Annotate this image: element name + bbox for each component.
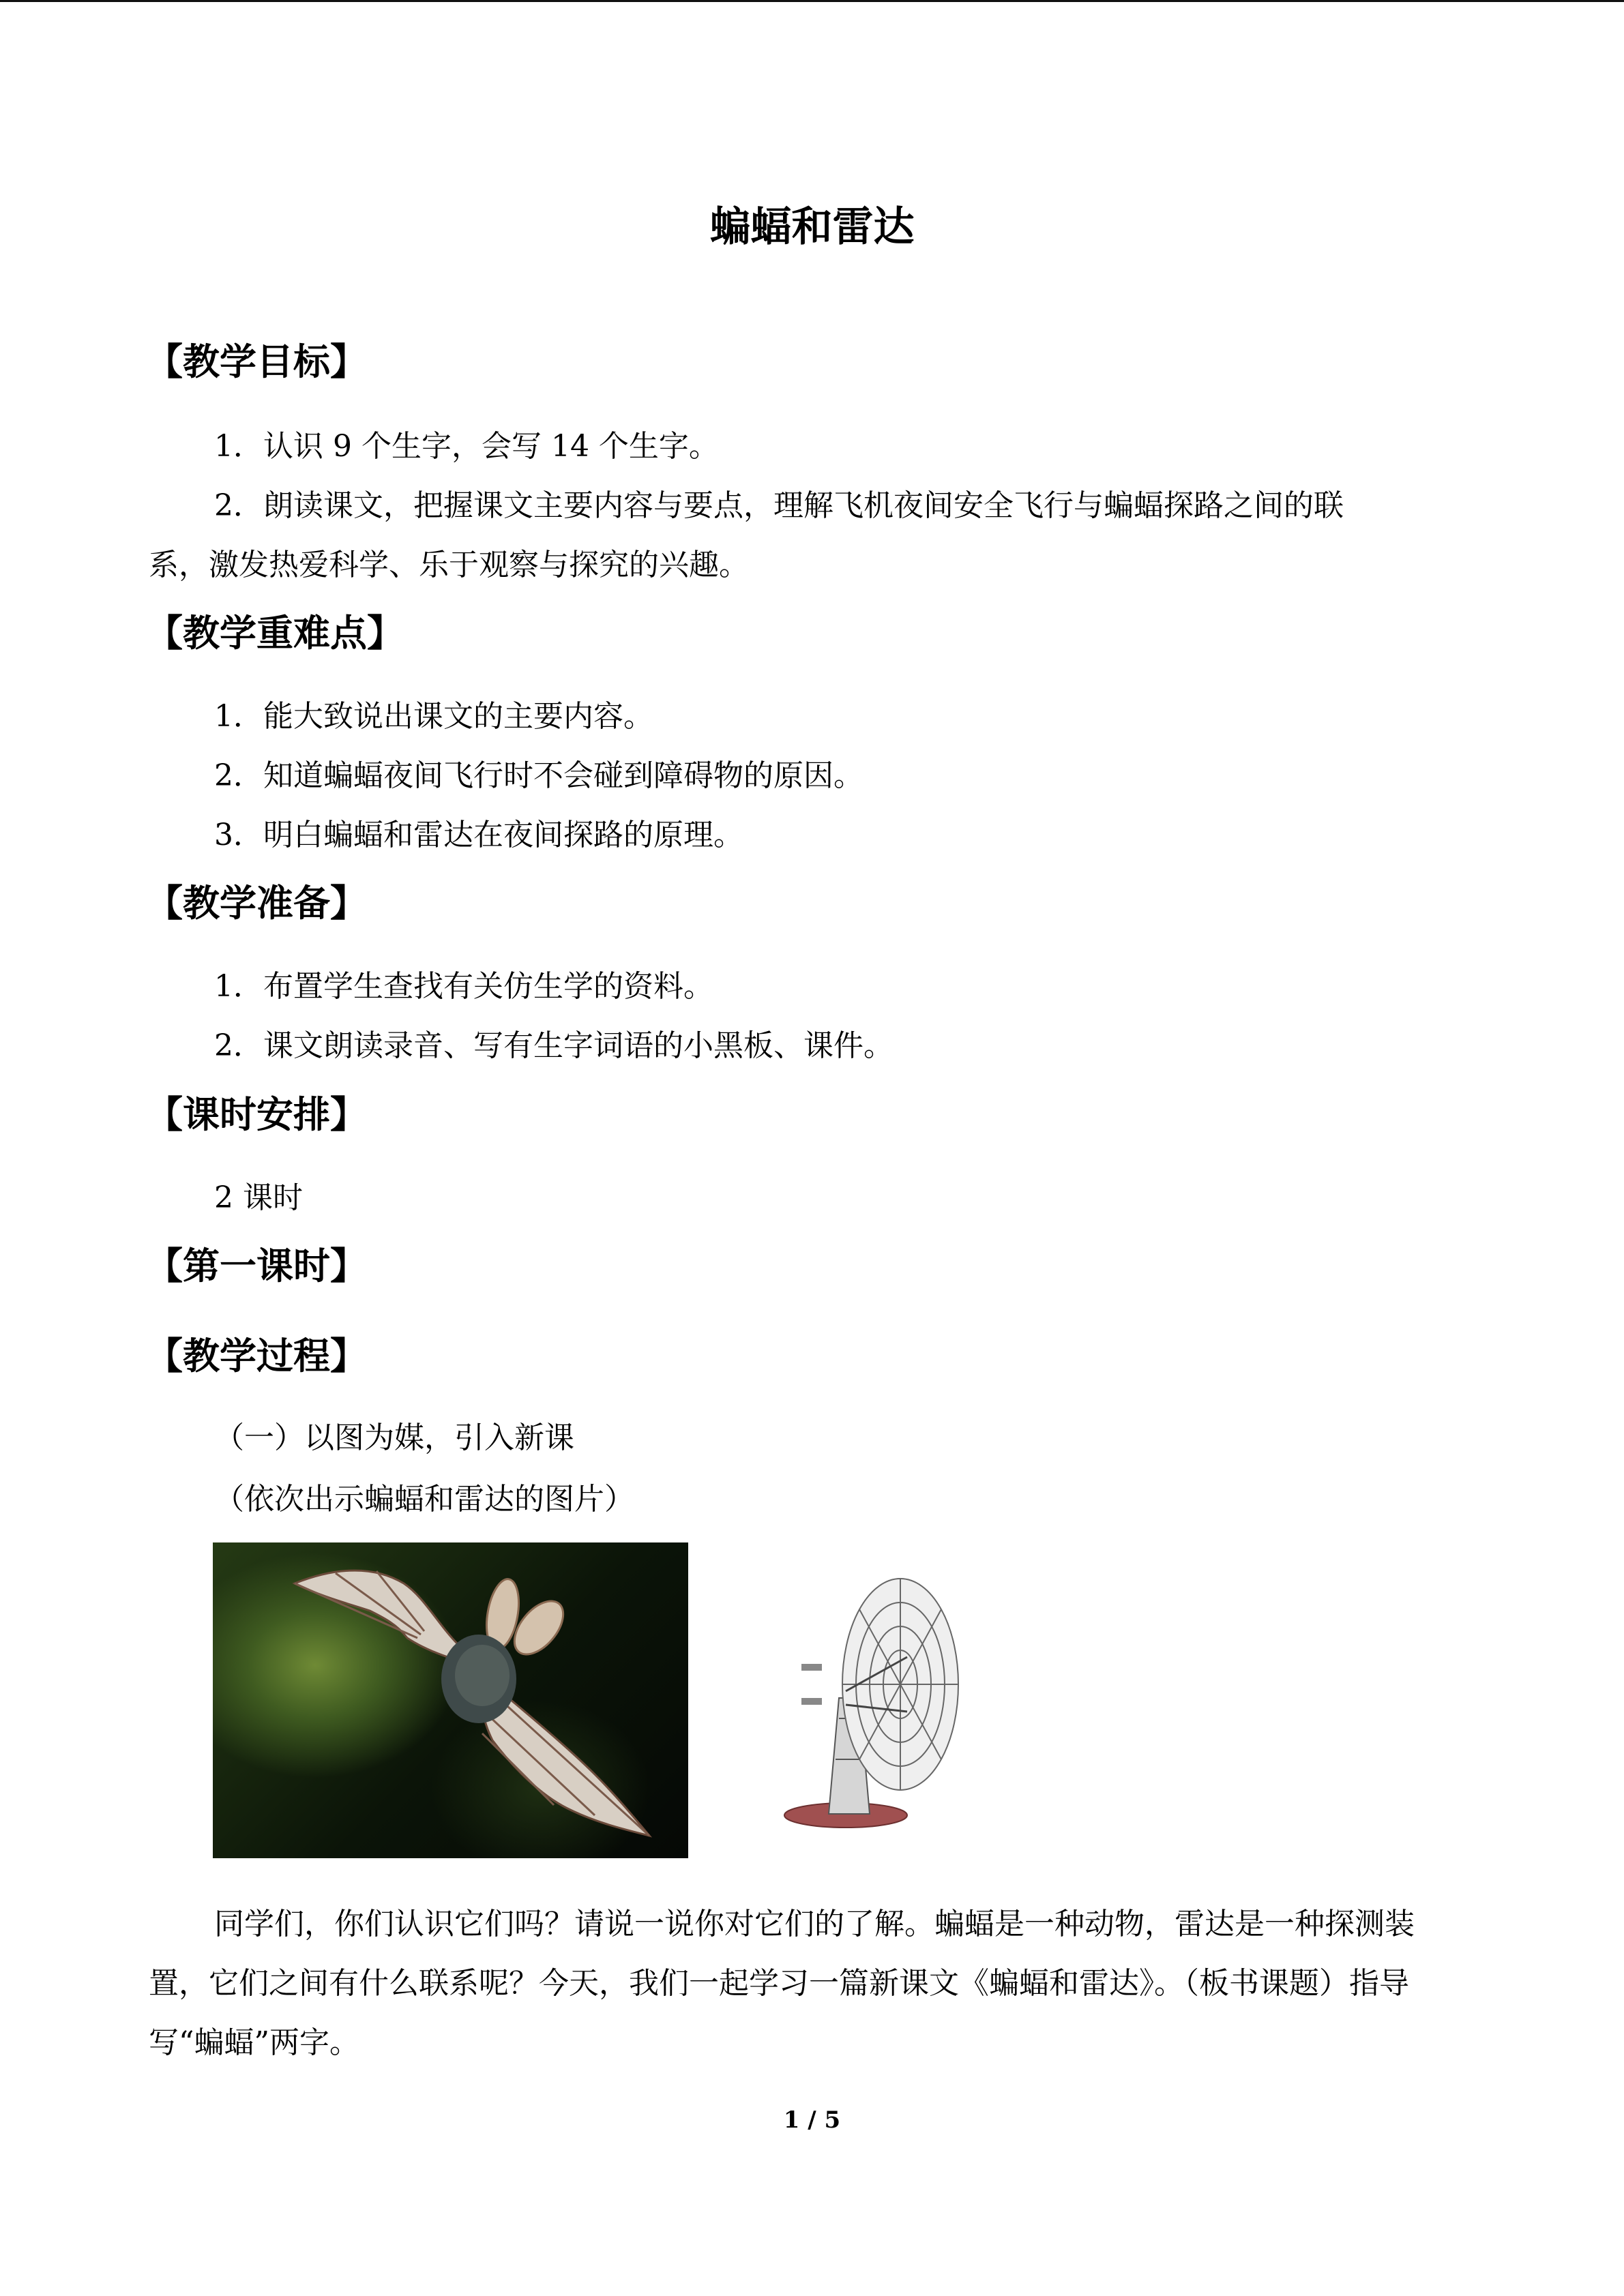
preparation-item-2: 2．课文朗读录音、写有生字词语的小黑板、课件。 — [214, 1028, 894, 1063]
goal-item-2-line-1: 2．朗读课文，把握课文主要内容与要点，理解飞机夜间安全飞行与蝙蝠探路之间的联 — [214, 488, 1344, 523]
process-paragraph-text: 同学们，你们认识它们吗？请说一说你对它们的了解。蝙蝠是一种动物，雷达是一种探测装置，它们之间有什么联系呢？今天，我们一起学习一篇新课文《蝙蝠和雷达》。（板书课题）指导写“蝙蝠”两字。 — [149, 1907, 1415, 2060]
radar-dish-illustration — [764, 1562, 969, 1834]
page-number: 1 / 5 — [783, 2106, 841, 2134]
process-step-1: （一）以图为媒，引入新课 — [214, 1420, 574, 1455]
key-point-item-2: 2．知道蝙蝠夜间飞行时不会碰到障碍物的原因。 — [214, 758, 863, 793]
preparation-item-1: 1．布置学生查找有关仿生学的资料。 — [214, 969, 713, 1004]
section-heading-key-points: 【教学重难点】 — [146, 611, 404, 655]
goal-item-1: 1．认识 9 个生字，会写 14 个生字。 — [214, 429, 719, 464]
section-heading-process: 【教学过程】 — [146, 1334, 367, 1377]
section-heading-preparation: 【教学准备】 — [146, 881, 367, 925]
bat-image — [213, 1542, 688, 1858]
section-heading-first-lesson: 【第一课时】 — [146, 1244, 367, 1287]
radar-image — [764, 1562, 969, 1834]
document-title: 蝙蝠和雷达 — [709, 203, 915, 251]
process-step-1-note: （依次出示蝙蝠和雷达的图片） — [214, 1482, 634, 1517]
bat-illustration — [213, 1542, 688, 1858]
goal-item-2-line-2: 系，激发热爱科学、乐于观察与探究的兴趣。 — [149, 548, 749, 582]
schedule-text: 2 课时 — [214, 1180, 303, 1215]
key-point-item-3: 3．明白蝙蝠和雷达在夜间探路的原理。 — [214, 818, 743, 852]
section-heading-schedule: 【课时安排】 — [146, 1092, 367, 1136]
process-paragraph — [149, 1894, 1458, 2072]
section-heading-goals: 【教学目标】 — [146, 340, 367, 383]
key-point-item-1: 1．能大致说出课文的主要内容。 — [214, 699, 653, 734]
